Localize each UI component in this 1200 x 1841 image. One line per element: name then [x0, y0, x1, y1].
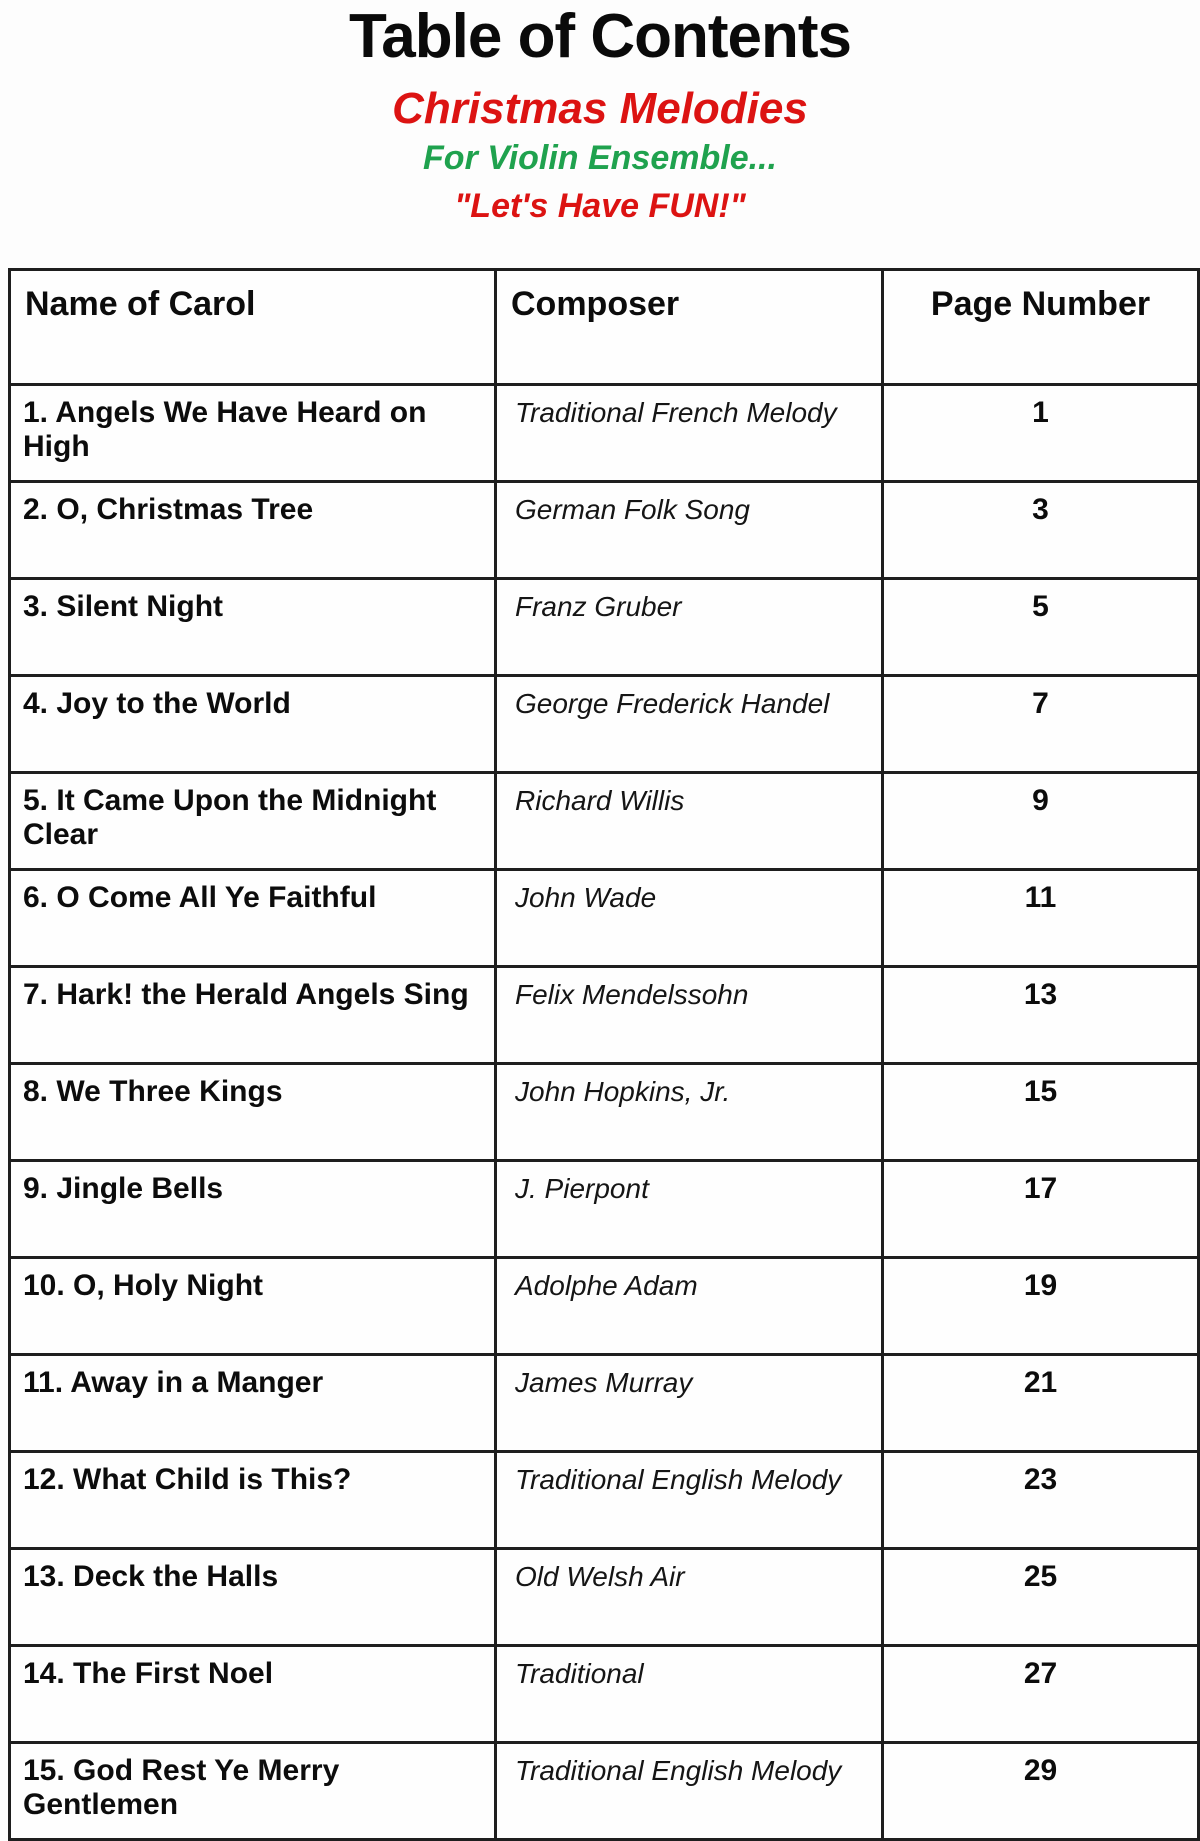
toc-row	[10, 1646, 1199, 1743]
composer-cell: Traditional English Melody	[496, 1452, 883, 1549]
toc-row	[10, 482, 1199, 579]
composer-cell: Traditional English Melody	[496, 1743, 883, 1840]
page-number-cell: 27	[883, 1646, 1199, 1743]
carol-name-cell: 1. Angels We Have Heard on High	[10, 385, 496, 482]
composer-cell: James Murray	[496, 1355, 883, 1452]
toc-row	[10, 1549, 1199, 1646]
carol-name-cell: 3. Silent Night	[10, 579, 496, 676]
toc-row	[10, 579, 1199, 676]
page-number-cell: 15	[883, 1064, 1199, 1161]
toc-row	[10, 773, 1199, 870]
collection-title: Christmas Melodies	[392, 84, 808, 133]
carol-name-cell: 11. Away in a Manger	[10, 1355, 496, 1452]
toc-row	[10, 385, 1199, 482]
page-number-cell: 3	[883, 482, 1199, 579]
page-number-cell: 25	[883, 1549, 1199, 1646]
carol-name-cell: 8. We Three Kings	[10, 1064, 496, 1161]
composer-cell: George Frederick Handel	[496, 676, 883, 773]
composer-cell: J. Pierpont	[496, 1161, 883, 1258]
composer-cell: John Wade	[496, 870, 883, 967]
column-header-page-number: Page Number	[883, 270, 1199, 385]
toc-row	[10, 1743, 1199, 1840]
composer-cell: German Folk Song	[496, 482, 883, 579]
column-header-name-of-carol: Name of Carol	[10, 270, 496, 385]
carol-name-cell: 5. It Came Upon the Midnight Clear	[10, 773, 496, 870]
toc-row	[10, 967, 1199, 1064]
composer-cell: Richard Willis	[496, 773, 883, 870]
toc-row	[10, 676, 1199, 773]
toc-header-row	[10, 270, 1199, 385]
table-of-contents	[8, 268, 1200, 1841]
page-number-cell: 17	[883, 1161, 1199, 1258]
toc-row	[10, 1355, 1199, 1452]
page-number-cell: 1	[883, 385, 1199, 482]
carol-name-cell: 6. O Come All Ye Faithful	[10, 870, 496, 967]
carol-name-cell: 14. The First Noel	[10, 1646, 496, 1743]
page-number-cell: 9	[883, 773, 1199, 870]
carol-name-cell: 13. Deck the Halls	[10, 1549, 496, 1646]
ensemble-subtitle: For Violin Ensemble...	[423, 139, 777, 177]
document-page	[0, 2, 1200, 1821]
composer-cell: Adolphe Adam	[496, 1258, 883, 1355]
page-number-cell: 19	[883, 1258, 1199, 1355]
composer-cell: Old Welsh Air	[496, 1549, 883, 1646]
page-number-cell: 5	[883, 579, 1199, 676]
page-number-cell: 13	[883, 967, 1199, 1064]
toc-row	[10, 1064, 1199, 1161]
toc-row	[10, 1452, 1199, 1549]
page-number-cell: 23	[883, 1452, 1199, 1549]
carol-name-cell: 15. God Rest Ye Merry Gentlemen	[10, 1743, 496, 1840]
composer-cell: Felix Mendelssohn	[496, 967, 883, 1064]
carol-name-cell: 12. What Child is This?	[10, 1452, 496, 1549]
page-number-cell: 21	[883, 1355, 1199, 1452]
page-number-cell: 11	[883, 870, 1199, 967]
carol-name-cell: 10. O, Holy Night	[10, 1258, 496, 1355]
page-number-cell: 7	[883, 676, 1199, 773]
composer-cell: John Hopkins, Jr.	[496, 1064, 883, 1161]
composer-cell: Franz Gruber	[496, 579, 883, 676]
column-header-composer: Composer	[496, 270, 883, 385]
fun-subtitle: "Let's Have FUN!"	[454, 187, 746, 225]
toc-row	[10, 1161, 1199, 1258]
carol-name-cell: 4. Joy to the World	[10, 676, 496, 773]
page-title: Table of Contents	[349, 2, 851, 71]
carol-name-cell: 9. Jingle Bells	[10, 1161, 496, 1258]
page-number-cell: 29	[883, 1743, 1199, 1840]
carol-name-cell: 2. O, Christmas Tree	[10, 482, 496, 579]
toc-row	[10, 870, 1199, 967]
composer-cell: Traditional French Melody	[496, 385, 883, 482]
composer-cell: Traditional	[496, 1646, 883, 1743]
carol-name-cell: 7. Hark! the Herald Angels Sing	[10, 967, 496, 1064]
toc-table-body	[10, 385, 1199, 1840]
toc-row	[10, 1258, 1199, 1355]
